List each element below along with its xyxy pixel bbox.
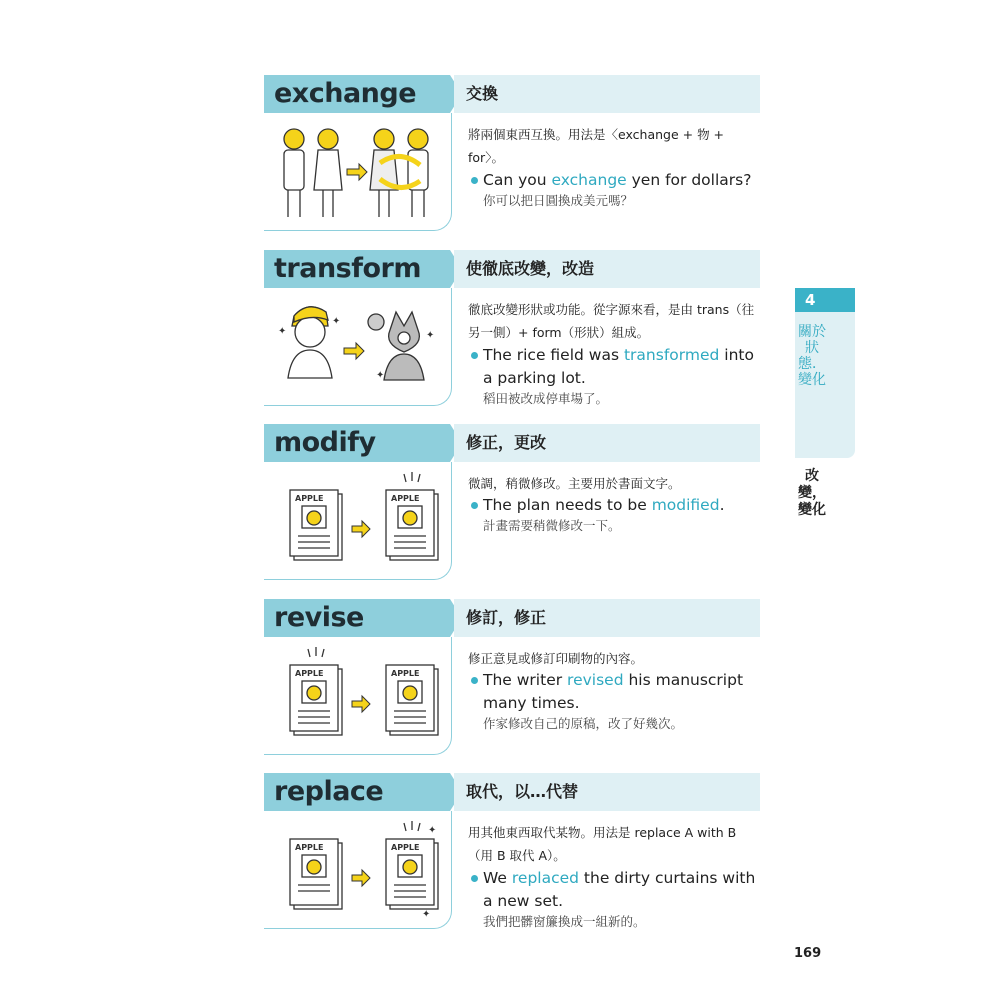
highlighted-word: revised (567, 671, 624, 689)
apple-label: APPLE (391, 494, 420, 503)
example-sentence: The plan needs to be modified. (468, 494, 760, 517)
illustration-frame (264, 637, 452, 755)
example-translation: 我們把髒窗簾換成一組新的。 (483, 914, 646, 929)
chapter-title: 關於狀態．變化 (798, 324, 826, 388)
entry-description: 用其他東西取代某物。用法是 replace A with B（用 B 取代 A）。 (468, 825, 737, 863)
example-translation: 你可以把日圓換成美元嗎？ (483, 193, 634, 208)
example-translation: 稻田被改成停車場了。 (483, 391, 609, 406)
apple-label: APPLE (295, 843, 324, 852)
highlighted-word: transformed (623, 346, 720, 364)
example-sentence: The writer revised his manuscript many times. (468, 669, 760, 715)
entry-description: 修正意見或修訂印刷物的內容。 (468, 651, 644, 666)
people-exchange-illustration (272, 119, 444, 227)
illustration-frame (264, 288, 452, 406)
entry-word: replace (264, 773, 450, 811)
chapter-title-panel (795, 312, 855, 458)
apple-label: APPLE (391, 843, 420, 852)
svg-text:✦: ✦ (278, 326, 287, 337)
apple-document-replace-illustration (272, 817, 444, 925)
section-title: 改變，變化 (798, 468, 826, 518)
example-sentence: Can you exchange yen for dollars? (468, 169, 760, 192)
entry-meaning: 交換 (454, 75, 760, 113)
entry-word: exchange (264, 75, 450, 113)
entry-transform (264, 250, 760, 410)
entry-description: 微調，稍微修改。主要用於書面文字。 (468, 476, 681, 491)
apple-document-revise-illustration (272, 643, 444, 751)
example-sentence: The rice field was transformed into a parking lot. (468, 344, 760, 390)
entry-meaning: 修訂，修正 (454, 599, 760, 637)
highlighted-word: exchange (551, 171, 627, 189)
svg-text:✦: ✦ (376, 370, 385, 381)
example-translation: 計畫需要稍微修改一下。 (483, 518, 621, 533)
svg-text:✦: ✦ (428, 825, 437, 836)
svg-text:✦: ✦ (332, 316, 341, 327)
chapter-number-tab: 4 (795, 288, 855, 312)
illustration-frame (264, 113, 452, 231)
entry-description: 將兩個東西互換。用法是〈exchange + 物 + for〉。 (468, 127, 725, 165)
highlighted-word: replaced (511, 869, 579, 887)
entry-word: modify (264, 424, 450, 462)
entry-description: 徹底改變形狀或功能。從字源來看，是由 trans（往另一側）+ form（形狀）組成。 (468, 302, 755, 340)
man-to-wolf-illustration (272, 294, 444, 402)
entry-meaning: 修正，更改 (454, 424, 760, 462)
apple-document-modify-illustration (272, 468, 444, 576)
page-number: 169 (794, 946, 822, 961)
example-translation: 作家修改自己的原稿，改了好幾次。 (483, 716, 684, 731)
apple-label: APPLE (295, 494, 324, 503)
svg-text:✦: ✦ (426, 330, 435, 341)
entry-replace (264, 773, 760, 933)
entry-modify (264, 424, 760, 584)
entry-revise (264, 599, 760, 759)
entry-meaning: 取代，以…代替 (454, 773, 760, 811)
entry-word: revise (264, 599, 450, 637)
entry-exchange (264, 75, 760, 235)
entry-word: transform (264, 250, 450, 288)
example-sentence: We replaced the dirty curtains with a new set. (468, 867, 760, 913)
svg-text:✦: ✦ (422, 909, 431, 920)
illustration-frame (264, 462, 452, 580)
apple-label: APPLE (295, 669, 324, 678)
highlighted-word: modified (651, 496, 720, 514)
apple-label: APPLE (391, 669, 420, 678)
entry-meaning: 使徹底改變，改造 (454, 250, 760, 288)
illustration-frame (264, 811, 452, 929)
